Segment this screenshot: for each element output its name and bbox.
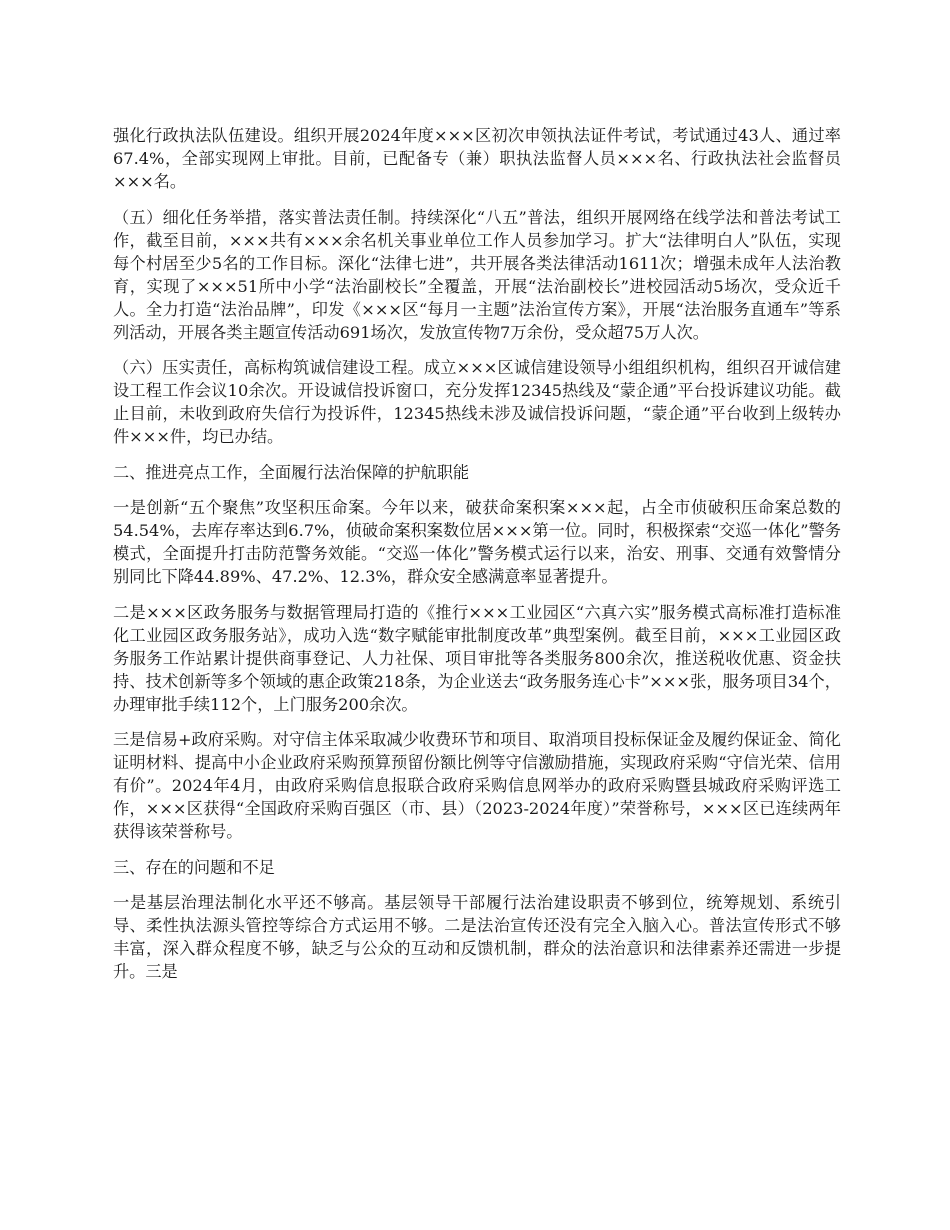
section-heading-problems: 三、存在的问题和不足 [113,857,275,877]
paragraph-law-enforcement-team: 强化行政执法队伍建设。组织开展2024年度×××区初次申领执法证件考试，考试通过43人、通过率67.4%，全部实现网上审批。目前，已配备专（兼）职执法监督人员×××名、行政执法社会监督员×××名。 [113,126,841,191]
paragraph-integrity-construction: （六）压实责任，高标构筑诚信建设工程。成立×××区诚信建设领导小组组织机构，组织召开诚信建设工程工作会议10余次。开设诚信投诉窗口，充分发挥12345热线及“蒙企通”平台投诉建议功能。截止目前，未收到政府失信行为投诉件，12345热线未涉及诚信投诉问题，“蒙企通”平台收到上级转办件×××件，均已办结。 [113,358,841,446]
document-page [113,124,841,996]
paragraph-legal-publicity: （五）细化任务举措，落实普法责任制。持续深化“八五”普法，组织开展网络在线学法和普法考试工作，截至目前，×××共有×××余名机关事业单位工作人员参加学习。扩大“法律明白人”队伍，实现每个村居至少5名的工作目标。深化“法律七进”，共开展各类法律活动1611次；增强未成年人法治教育，实现了×××51所中小学“法治副校长”全覆盖，开展“法治副校长”进校园活动5场次，受众近千人。全力打造“法治品牌”，印发《×××区“每月一主题”法治宣传方案》，开展“法治服务直通车”等系列活动，开展各类主题宣传活动691场次，发放宣传物7万余份，受众超75万人次。 [113,207,841,342]
paragraph-cold-cases: 一是创新“五个聚焦”攻坚积压命案。今年以来，破获命案积案×××起，占全市侦破积压命案总数的54.54%，去库存率达到6.7%，侦破命案积案数位居×××第一位。同时，积极探索“交巡一体化”警务模式，全面提升打击防范警务效能。“交巡一体化”警务模式运行以来，治安、刑事、交通有效警情分别同比下降44.89%、47.2%、12.3%，群众安全感满意率显著提升。 [113,498,841,586]
paragraph-procurement: 三是信易+政府采购。对守信主体采取减少收费环节和项目、取消项目投标保证金及履约保证金、简化证明材料、提高中小企业政府采购预算预留份额比例等守信激励措施，实现政府采购“守信光荣、信用有价”。2024年4月，由政府采购信息报联合政府采购信息网举办的政府采购暨县城政府采购评选工作，×××区获得“全国政府采购百强区（市、县）（2023-2024年度）”荣誉称号，×××区已连续两年获得该荣誉称号。 [113,730,841,841]
paragraph-government-service: 二是×××区政务服务与数据管理局打造的《推行×××工业园区“六真六实”服务模式高标准打造标准化工业园区政务服务站》，成功入选“数字赋能审批制度改革”典型案例。截至目前，×××工业园区政务服务工作站累计提供商事登记、人力社保、项目审批等各类服务800余次，推送税收优惠、资金扶持、技术创新等多个领域的惠企政策218条，为企业送去“政务服务连心卡”×××张，服务项目34个，办理审批手续112个，上门服务200余次。 [113,602,841,714]
paragraph-problems: 一是基层治理法制化水平还不够高。基层领导干部履行法治建设职责不够到位，统筹规划、系统引导、柔性执法源头管控等综合方式运用不够。二是法治宣传还没有完全入脑入心。普法宣传形式不够丰富，深入群众程度不够，缺乏与公众的互动和反馈机制，群众的法治意识和法律素养还需进一步提升。三是 [113,893,841,981]
section-heading-highlights: 二、推进亮点工作，全面履行法治保障的护航职能 [113,462,470,482]
